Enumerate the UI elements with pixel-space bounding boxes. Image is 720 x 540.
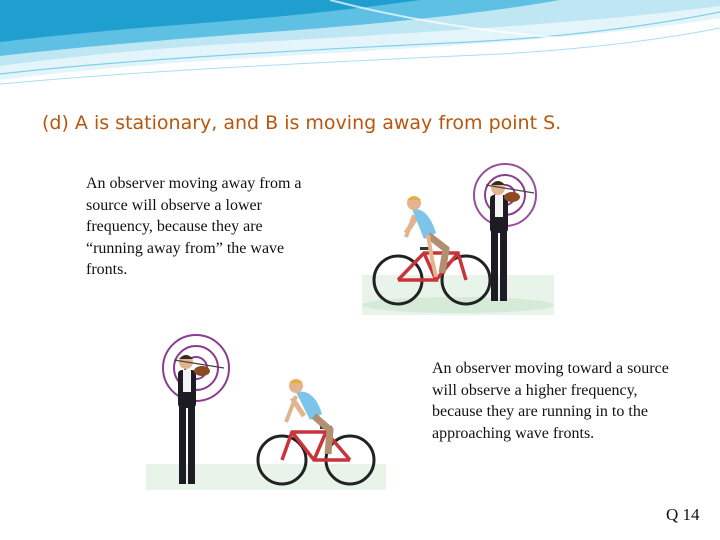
slide-number: Q 14 <box>666 505 700 524</box>
figure-observer-moving-away <box>362 155 554 315</box>
paragraph-moving-away: An observer moving away from a source will observe a lower frequency, because they are “running away from” the wave fronts. <box>86 175 302 278</box>
header-wave-band <box>0 0 720 90</box>
paragraph-moving-toward: An observer moving toward a source will observe a higher frequency, because they are running in to the approaching wave fronts. <box>432 360 669 442</box>
figure-observer-moving-toward <box>146 334 386 490</box>
slide-title: (d) A is stationary, and B is moving away from point S. <box>42 112 562 134</box>
